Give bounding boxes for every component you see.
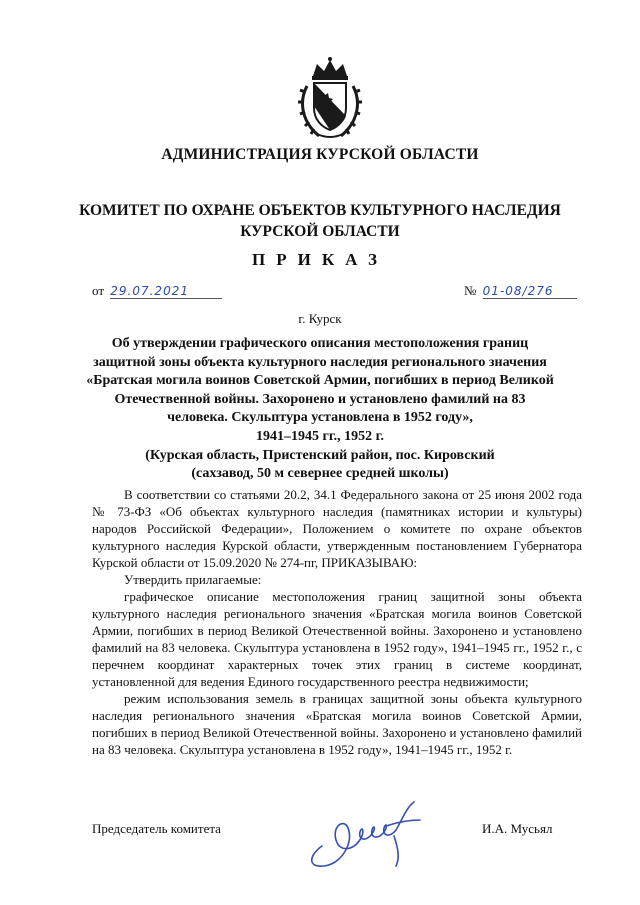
number-row [464,283,577,299]
coat-of-arms-icon [297,56,363,140]
body-paragraph-approve: Утвердить прилагаемые: [124,572,262,587]
body-paragraph-land-use-regime: режим использования земель в границах защитной зоны объекта культурного наследия регионального значения «Братская могила воинов Советской Армии, погибших в период Великой Отечественной войны. Захоронено и установлено фамилий на 83 человека. Скульптура установлена в 1952 году», 1941–1945 гг., 1952 г. [92,691,582,757]
subject-line: (сахзавод, 50 м севернее средней школы) [191,466,449,482]
body-paragraph-graphic-description: графическое описание местоположения границ защитной зоны объекта культурного наследия регионального значения «Братская могила воинов Советской Армии, погибших в период Великой Отечественной войны. Захоронено и установлено фамилий на 83 человека. Скульптура установлена в 1952 году», 1941–1945 гг., 1952 г., с перечнем координат характерных точек этих границ в системе координат, установленной для ведения Единого государственного реестра недвижимости; [92,589,582,689]
date-row [92,283,222,299]
subject-heading [0,335,640,484]
subject-line: Об утверждении графического описания местоположения границ [111,336,529,351]
signatory-position: Председатель комитета [92,821,221,836]
subject-line: Отечественной войны. Захоронено и установлено фамилий на 83 [114,391,526,407]
number-label: № [464,283,477,298]
subject-line: 1941–1945 гг., 1952 г. [256,428,384,444]
handwritten-date: 29.07.2021 [110,284,222,299]
body-paragraph-preamble: В соответствии со статьями 20.2, 34.1 Федерального закона от 25 июня 2002 года № 73-ФЗ «Об объектах культурного наследия (памятниках истории и культуры) народов Российской Федерации», Положением о комитете по охране объектов культурного наследия Курской области, утвержденным постановлением Губернатора Курской области от 15.09.2020 № 274-пг, ПРИКАЗЫВАЮ: [92,487,582,570]
committee-title-line-2: КУРСКОЙ ОБЛАСТИ [240,223,400,240]
order-body [92,486,582,758]
handwritten-number: 01-08/276 [483,284,577,299]
subject-line: защитной зоны объекта культурного наследия регионального значения [93,354,547,370]
subject-line: человека. Скульптура установлена в 1952 году», [167,410,473,426]
administration-title: АДМИНИСТРАЦИЯ КУРСКОЙ ОБЛАСТИ [161,146,479,163]
date-label: от [92,283,105,298]
handwritten-signature-icon [302,796,432,872]
signatory-name: И.А. Мусьял [482,821,553,836]
committee-title [0,200,640,242]
subject-line: «Братская могила воинов Советской Армии, погибших в период Великой [86,373,554,389]
document-type-title: ПРИКАЗ [252,250,388,269]
committee-title-line-1: КОМИТЕТ ПО ОХРАНЕ ОБЪЕКТОВ КУЛЬТУРНОГО НАСЛЕДИЯ [79,202,561,219]
subject-line: (Курская область, Пристенский район, пос. Кировский [145,447,495,463]
city-line: г. Курск [298,311,342,326]
